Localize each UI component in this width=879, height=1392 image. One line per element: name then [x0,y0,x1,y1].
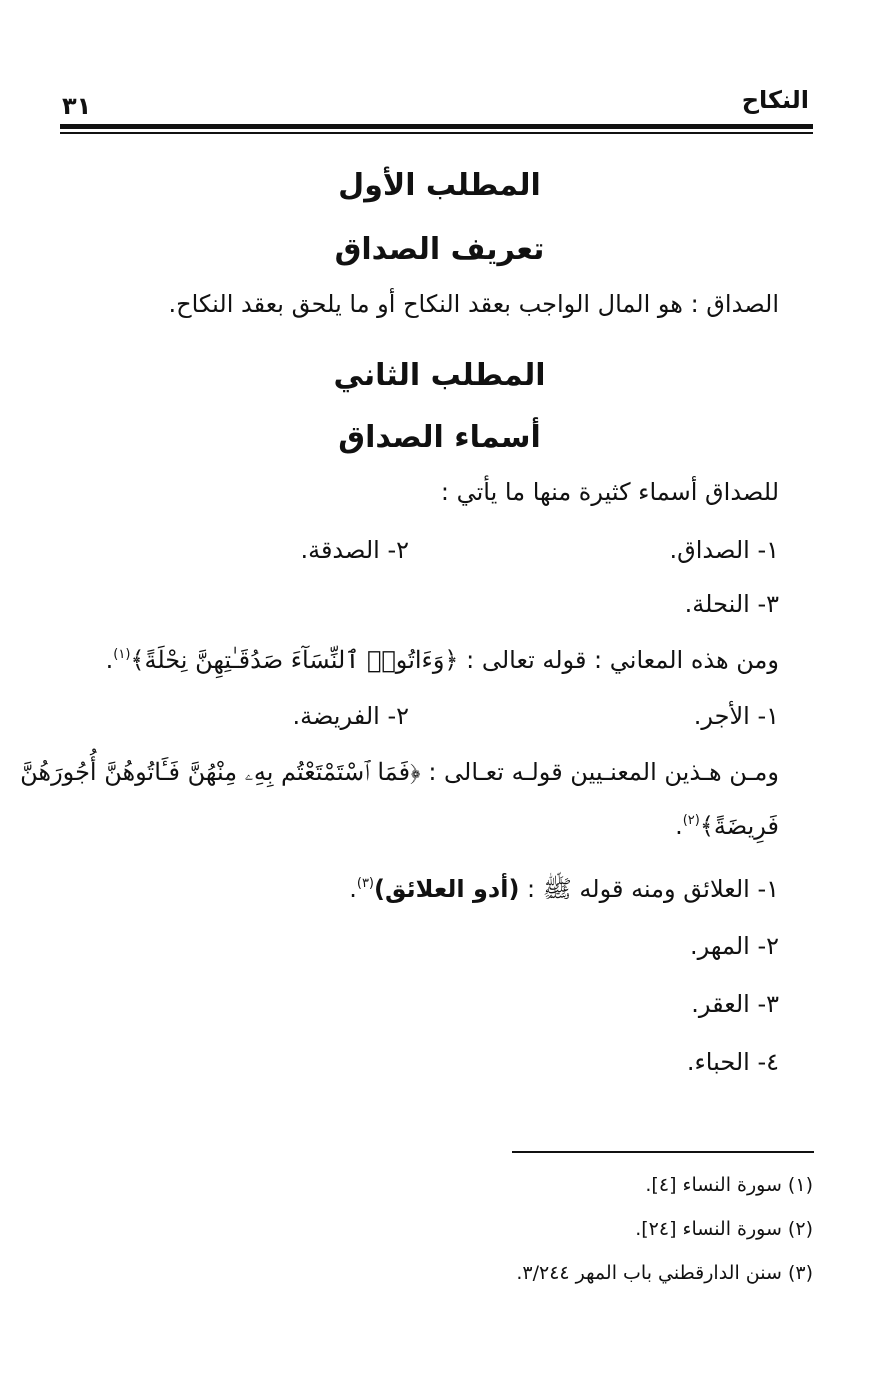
period: . [675,812,683,840]
list3-item4: ٤- الحباء. [686,1048,779,1076]
hadith-text: (أدو العلائق) [374,875,520,903]
period: . [349,875,357,903]
verse1-line [106,646,779,674]
definition-text [168,290,779,318]
header-rule-thick [60,124,813,129]
footnote-2: (٢) سورة النساء [٢٤]. [635,1218,813,1240]
list3-item2: ٢- المهر. [690,932,779,960]
footnote-3: (٣) سنن الدارقطني باب المهر ٣/٢٤٤. [516,1262,813,1284]
verse2-line1 [20,758,779,786]
footnote-ref-2: (٢) [682,813,700,828]
page-number: ٣١ [62,92,92,120]
section1-title: تعريف الصداق [334,232,545,267]
footnote-ref-3: (٣) [356,876,374,891]
period: . [105,646,114,674]
list1-item2: ٢- الصدقة. [300,536,409,564]
verse1-quran: ﴿وَءَاتُوا۟ ٱلنِّسَآءَ صَدُقَـٰتِهِنَّ نِحْلَةً﴾ [130,646,459,674]
verse2-line2 [675,812,779,840]
verse2-quran-a: ﴿فَمَا ٱسْتَمْتَعْتُم بِهِۦ مِنْهُنَّ فَـَٔاتُوهُنَّ أُجُورَهُنَّ [20,758,421,786]
list1-item1: ١- الصداق. [669,536,779,564]
list3-item1 [349,874,779,909]
verse1-prefix: ومن هذه المعاني : قوله تعالى : [466,646,779,674]
definition-line: الصداق : هو المال الواجب بعقد النكاح أو ما يلحق بعقد النكاح. [168,290,779,318]
intro-line: للصداق أسماء كثيرة منها ما يأتي : [440,478,779,506]
footnote-1: (١) سورة النساء [٤]. [645,1174,813,1196]
footnote-ref-1: (١) [113,647,131,662]
running-header-title: النكاح [741,86,809,114]
list1-item3: ٣- النحلة. [684,590,779,618]
list2-item1: ١- الأجر. [693,702,779,730]
section2-heading: المطلب الثاني [333,358,546,393]
verse2-quran-b: فَرِيضَةً﴾ [699,812,779,840]
footnote-separator [512,1151,814,1153]
verse2-prefix: ومـن هـذين المعنـيين قولـه تعـالى : [428,758,779,786]
list2-item2: ٢- الفريضة. [292,702,409,730]
list3-item3: ٣- العقر. [691,990,779,1018]
section1-heading: المطلب الأول [338,168,541,203]
list3-item1-prefix: ١- العلائق ومنه قوله ﷺ : [527,875,779,903]
section2-title: أسماء الصداق [338,420,541,455]
header-rule-thin [60,132,813,134]
